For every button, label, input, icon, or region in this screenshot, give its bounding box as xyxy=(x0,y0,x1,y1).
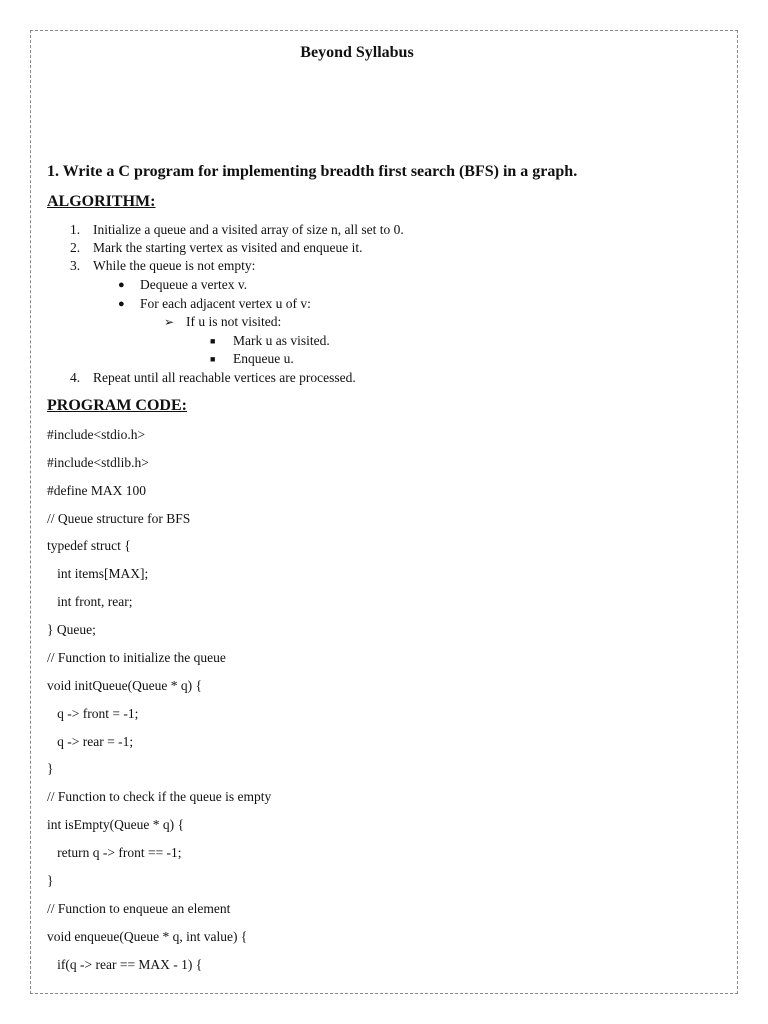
step-number: 3. xyxy=(70,258,81,273)
square-bullet-icon: ■ xyxy=(210,336,216,346)
code-line: if(q -> rear == MAX - 1) { xyxy=(47,957,203,972)
code-line: } Queue; xyxy=(47,622,96,637)
step-number: 2. xyxy=(70,240,81,255)
bullet-dot-icon: ● xyxy=(118,279,125,291)
code-line: return q -> front == -1; xyxy=(47,845,182,860)
code-line: void initQueue(Queue * q) { xyxy=(47,678,202,693)
program-code-heading: PROGRAM CODE: xyxy=(47,397,187,414)
algorithm-step: While the queue is not empty: xyxy=(93,258,256,273)
code-line: #include<stdio.h> xyxy=(47,427,146,442)
arrow-bullet-icon: ➢ xyxy=(164,315,175,329)
code-line: #define MAX 100 xyxy=(47,483,146,498)
page-title: Beyond Syllabus xyxy=(300,44,414,61)
algorithm-step: Initialize a queue and a visited array of size n, all set to 0. xyxy=(93,222,404,237)
code-line: } xyxy=(47,873,54,888)
algorithm-step: Mark the starting vertex as visited and enqueue it. xyxy=(93,240,363,255)
bullet-dot-icon: ● xyxy=(118,298,125,310)
code-line: int items[MAX]; xyxy=(47,566,149,581)
code-line: // Function to initialize the queue xyxy=(47,650,226,665)
algorithm-step: Repeat until all reachable vertices are processed. xyxy=(93,370,356,385)
square-bullet-icon: ■ xyxy=(210,354,216,364)
question-text: 1. Write a C program for implementing breadth first search (BFS) in a graph. xyxy=(47,163,578,180)
algorithm-substep: If u is not visited: xyxy=(186,314,282,329)
code-line: int front, rear; xyxy=(47,594,133,609)
code-line: } xyxy=(47,761,54,776)
code-line: // Function to enqueue an element xyxy=(47,901,231,916)
code-line: q -> front = -1; xyxy=(47,706,139,721)
algorithm-substep: Mark u as visited. xyxy=(233,333,330,348)
code-line: // Function to check if the queue is empty xyxy=(47,789,272,804)
code-line: #include<stdlib.h> xyxy=(47,455,149,470)
algorithm-substep: Dequeue a vertex v. xyxy=(140,277,248,292)
code-line: typedef struct { xyxy=(47,538,131,553)
step-number: 1. xyxy=(70,222,81,237)
algorithm-substep: For each adjacent vertex u of v: xyxy=(140,296,311,311)
code-line: int isEmpty(Queue * q) { xyxy=(47,817,184,832)
algorithm-substep: Enqueue u. xyxy=(233,351,294,366)
code-line: // Queue structure for BFS xyxy=(47,511,191,526)
code-line: q -> rear = -1; xyxy=(47,734,134,749)
algorithm-heading: ALGORITHM: xyxy=(47,193,156,210)
code-line: void enqueue(Queue * q, int value) { xyxy=(47,929,248,944)
step-number: 4. xyxy=(70,370,81,385)
